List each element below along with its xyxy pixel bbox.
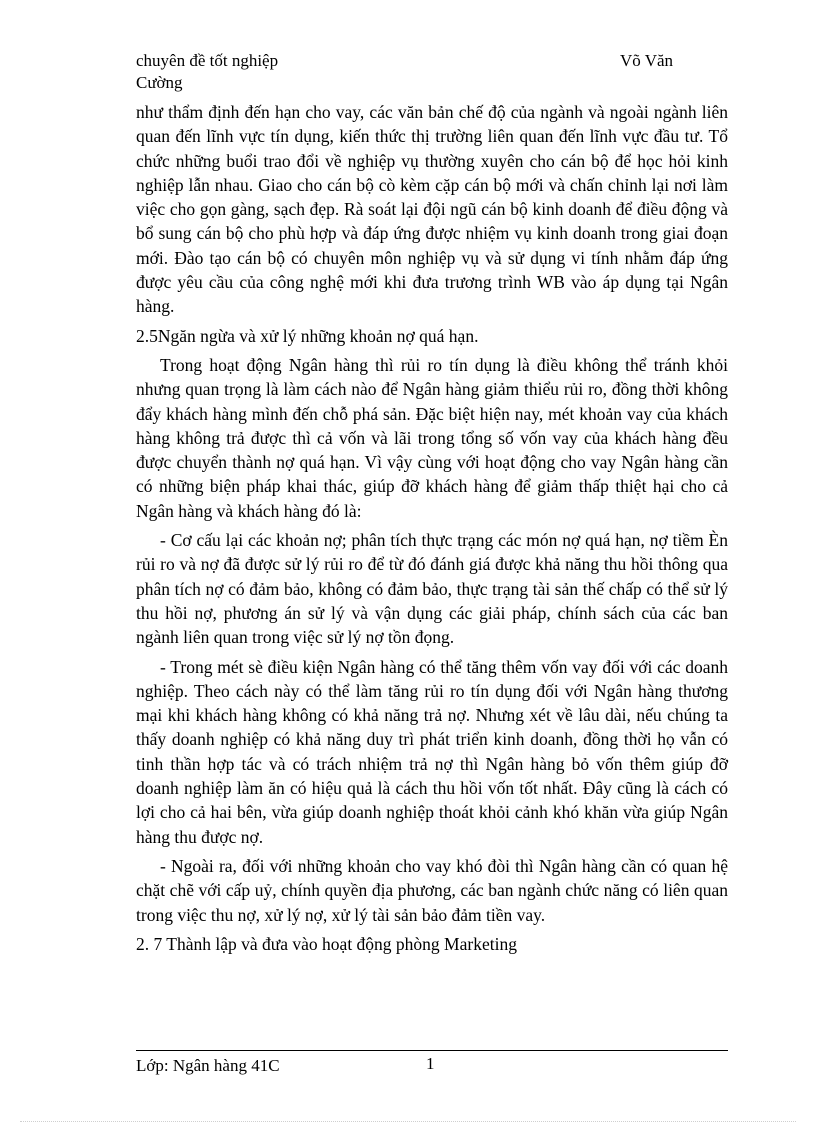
paragraph-bad-debt: - Ngoài ra, đối với những khoản cho vay khó đòi thì Ngân hàng cần có quan hệ chặt chẽ với cấp uỷ, chính quyền địa phương, các ban ngành chức năng có liên quan trong việc thu nợ, xử lý nợ, xử lý tài sản bảo đảm tiền vay. <box>136 855 728 925</box>
paragraph-credit-risk: Trong hoạt động Ngân hàng thì rủi ro tín dụng là điều không thể tránh khỏi nhưng quan trọng là làm cách nào để Ngân hàng giảm thiểu rủi ro, đồng thời không đẩy khách hàng mình đến chỗ phá sản. Đặc biệt hiện nay, mét khoản vay của khách hàng không trả được thì cả vốn và lãi trong tổng số vốn vay của khách hàng đều được chuyển thành nợ quá hạn. Vì vậy cùng với hoạt động cho vay Ngân hàng cần có những biện pháp khai thác, giúp đỡ khách hàng để giảm thấp thiệt hại cho cả Ngân hàng và khách hàng đó là: <box>136 354 728 521</box>
paragraph-additional-capital: - Trong mét sè điều kiện Ngân hàng có thể tăng thêm vốn vay đối với các doanh nghiệp. Theo cách này có thể làm tăng rủi ro tín dụng đối với Ngân hàng thương mại khi khách hàng không có khả năng trả nợ. Nhưng xét về lâu dài, nếu chúng ta thấy doanh nghiệp có khả năng duy trì phát triển kinh doanh, đồng thời họ vẫn có tinh thần hợp tác và có trách nhiệm trả nợ thì Ngân hàng bỏ vốn thêm giúp đỡ doanh nghiệp làm ăn có hiệu quả là cách thu hồi vốn tốt nhất. Đây cũng là cách có lợi cho cả hai bên, vừa giúp doanh nghiệp thoát khỏi cảnh khó khăn vừa giúp Ngân hàng thu được nợ. <box>136 656 728 847</box>
footer-class-label: Lớp: Ngân hàng 41C <box>136 1056 280 1075</box>
header-author-line2: Cường <box>136 73 183 92</box>
paragraph-debt-restructure: - Cơ cấu lại các khoản nợ; phân tích thực trạng các món nợ quá hạn, nợ tiềm Èn rủi ro và nợ đã được sử lý rủi ro để từ đó đánh giá được khả năng thu hồi thông qua phân tích nợ có đảm bảo, không có đảm bảo, thực trạng tài sản thế chấp có thể sử lý thu hồi nợ, phương án sử lý và vận dụng các giải pháp, chính sách của các ban ngành liên quan trong việc sử lý nợ tồn đọng. <box>136 530 728 648</box>
page-edge-divider <box>20 1121 796 1122</box>
section-heading-2-7: 2. 7 Thành lập và đưa vào hoạt động phòng Marketing <box>136 933 517 954</box>
header-author-line1: Võ Văn <box>620 51 674 70</box>
document-body <box>136 100 728 961</box>
page-number: 1 <box>426 1054 435 1073</box>
section-heading-2-5: 2.5Ngăn ngừa và xử lý những khoản nợ quá hạn. <box>136 325 479 346</box>
header-left: chuyên đề tốt nghiệp <box>136 51 279 70</box>
header-right <box>620 50 673 72</box>
footer-divider <box>136 1050 728 1051</box>
paragraph-continuation: như thẩm định đến hạn cho vay, các văn bản chế độ của ngành và ngoài ngành liên quan đến lĩnh vực tín dụng, kiến thức thị trường liên quan đến lĩnh vực đầu tư. Tổ chức những buổi trao đổi về nghiệp vụ thường xuyên cho cán bộ để học hỏi kinh nghiệp lẫn nhau. Giao cho cán bộ cò kèm cặp cán bộ mới và chấn chỉnh lại nơi làm việc cho gọn gàng, sạch đẹp. Rà soát lại đội ngũ cán bộ kinh doanh để điều động và bổ sung cán bộ cho phù hợp và đáp ứng được nhiệm vụ kinh doanh trong giai đoạn mới. Đào tạo cán bộ có chuyên môn nghiệp vụ và sử dụng vi tính nhằm đáp ứng được yêu cầu của công nghệ mới khi đưa trương trình WB vào áp dụng tại Ngân hàng. <box>136 102 728 317</box>
